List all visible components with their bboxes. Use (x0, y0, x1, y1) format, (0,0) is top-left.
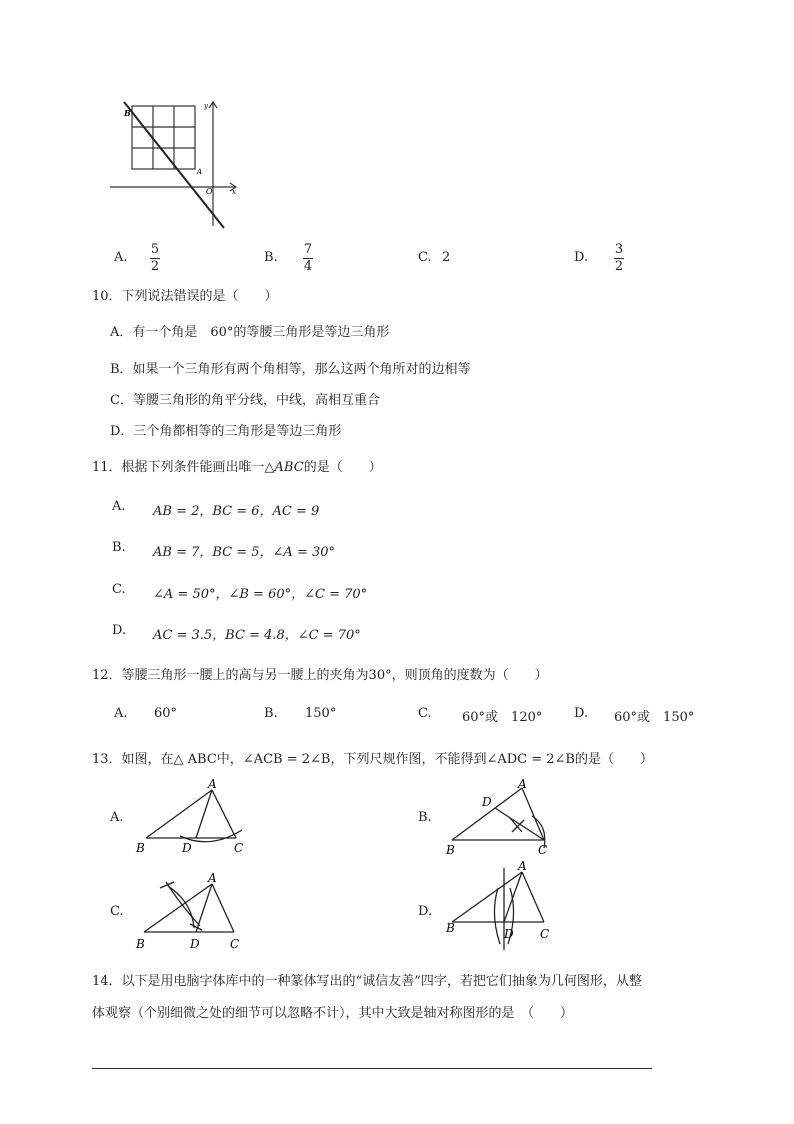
q12-option-c-letter[interactable]: C. (418, 706, 432, 721)
q11-option-d-letter[interactable]: D. (112, 623, 127, 638)
q13a-label-d: D (182, 841, 192, 855)
q13b-label-b: B (446, 843, 455, 857)
q13d-label-c: C (540, 927, 550, 941)
q12-option-a-text: 60° (154, 706, 178, 721)
q13-figure-c (130, 868, 260, 952)
bottom-rule (92, 1068, 652, 1069)
q9-option-b-den: 4 (303, 259, 313, 274)
q9-label-b: B (124, 108, 131, 118)
q13b-label-d: D (482, 795, 492, 809)
q11-stem-end: 的是（ ） (303, 460, 382, 475)
q9-option-a-den: 2 (150, 259, 160, 274)
q11-option-b-letter[interactable]: B. (112, 540, 126, 555)
q13c-label-b: B (136, 937, 145, 951)
q13a-label-a: A (208, 777, 217, 791)
q11-stem-text: 11．根据下列条件能画出唯一△ (92, 460, 275, 475)
q13a-label-c: C (234, 841, 244, 855)
q12-option-d-letter[interactable]: D. (574, 706, 589, 721)
q12-option-b-text: 150° (305, 706, 337, 721)
q12-option-b-letter[interactable]: B. (264, 706, 278, 721)
q11-stem (92, 456, 382, 475)
q9-option-b-num: 7 (303, 242, 313, 257)
q14-line-1: 14．以下是用电脑字体库中的一种篆体写出的“诚信友善”四字，若把它们抽象为几何图形，从整 (92, 974, 642, 989)
q14-line-2: 体观察（个别细微之处的细节可以忽略不计），其中大致是轴对称图形的是 （ ） (92, 1006, 574, 1021)
q13-option-d-letter[interactable]: D. (418, 904, 433, 919)
q9-option-c-value: 2 (442, 250, 451, 265)
q10-option-b[interactable]: B．如果一个三角形有两个角相等，那么这两个角所对的边相等 (110, 362, 471, 377)
q11-stem-math: ABC (274, 460, 304, 475)
q13d-label-b: B (446, 921, 455, 935)
q9-option-a-fraction (150, 243, 160, 274)
q9-option-d-den: 2 (614, 259, 624, 274)
q13b-label-a: A (518, 777, 527, 791)
q13-option-a-letter[interactable]: A. (110, 810, 124, 825)
q13-option-c-letter[interactable]: C. (110, 904, 124, 919)
q9-label-a: A (197, 168, 203, 176)
q9-option-b-letter[interactable]: B. (264, 250, 278, 265)
q11-option-d-text: AC = 3.5，BC = 4.8，∠C = 70° (153, 628, 361, 643)
q13-figure-a (130, 776, 260, 858)
q9-option-c-letter[interactable]: C. (418, 250, 432, 265)
q9-option-d-num: 3 (614, 242, 624, 257)
q13d-label-d: D (504, 927, 514, 941)
q12-option-d-text: 60°或 150° (614, 710, 695, 725)
q9-option-d-fraction (614, 243, 624, 274)
q10-option-c[interactable]: C．等腰三角形的角平分线，中线，高相互重合 (110, 393, 380, 408)
q13c-label-a: A (208, 871, 217, 885)
q13d-label-a: A (518, 859, 527, 873)
q9-option-b-fraction (303, 243, 313, 274)
q11-option-a-letter[interactable]: A. (112, 499, 126, 514)
q9-option-a-num: 5 (150, 242, 160, 257)
q13a-label-b: B (136, 841, 145, 855)
q10-option-a[interactable]: A．有一个角是 60°的等腰三角形是等边三角形 (110, 325, 390, 340)
q11-option-c-text: ∠A = 50°，∠B = 60°，∠C = 70° (153, 587, 368, 602)
q11-option-a-text: AB = 2，BC = 6，AC = 9 (153, 504, 320, 519)
q11-option-b-text: AB = 7，BC = 5，∠A = 30° (153, 545, 336, 560)
q9-grid-figure (104, 96, 244, 236)
q12-stem: 12．等腰三角形一腰上的高与另一腰上的夹角为30°，则顶角的度数为（ ） (92, 668, 548, 683)
q9-label-y: y (204, 102, 208, 110)
q13-option-b-letter[interactable]: B. (418, 810, 432, 825)
q11-option-c-letter[interactable]: C. (112, 582, 126, 597)
q13c-label-c: C (230, 937, 240, 951)
q13c-label-d: D (190, 937, 200, 951)
q9-option-d-letter[interactable]: D. (574, 250, 589, 265)
q13b-label-c: C (538, 843, 548, 857)
q10-stem: 10．下列说法错误的是（ ） (92, 289, 278, 304)
q10-option-d[interactable]: D．三个角都相等的三角形是等边三角形 (110, 424, 342, 439)
q9-option-a-letter[interactable]: A. (114, 250, 128, 265)
q13-figure-d (440, 858, 560, 954)
q9-label-o: O (206, 187, 213, 196)
q9-label-x: x (232, 188, 236, 196)
q13-figure-b (440, 776, 560, 858)
q12-option-a-letter[interactable]: A. (114, 706, 128, 721)
q13-stem: 13．如图，在△ ABC中，∠ACB = 2∠B，下列尺规作图，不能得到∠ADC = 2∠B的是（ ） (92, 752, 653, 767)
q12-option-c-text: 60°或 120° (462, 710, 543, 725)
